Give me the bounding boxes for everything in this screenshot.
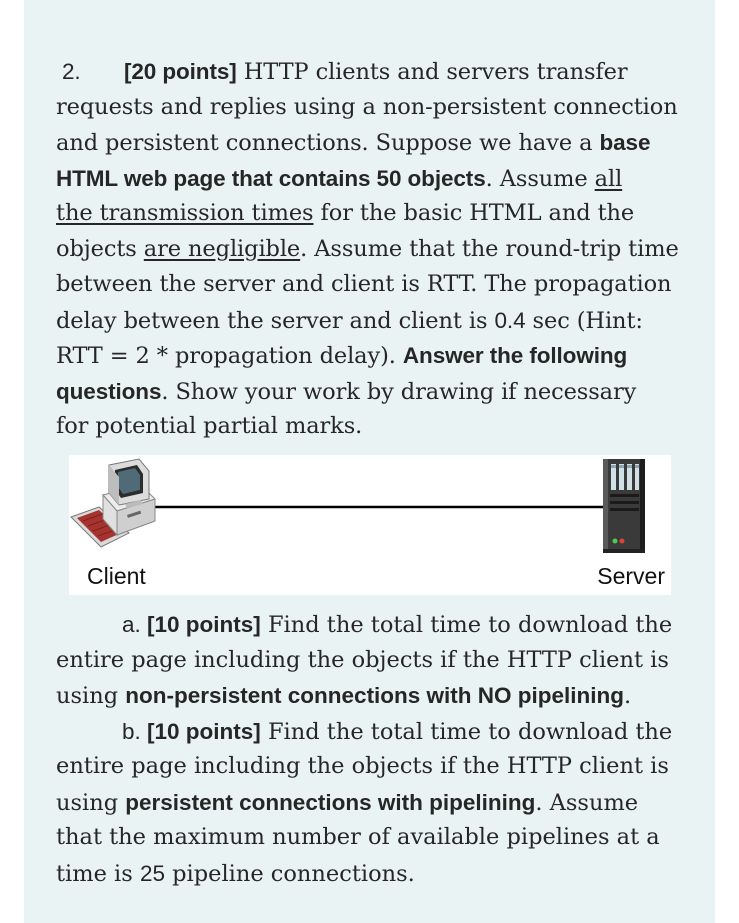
network-diagram-graphic (69, 455, 671, 595)
text-segment: that the maximum number of available pipelines at a (56, 824, 660, 850)
text-segment: RTT = 2 * propagation delay). (56, 343, 403, 369)
text-segment: . Assume (485, 165, 595, 192)
question-line (56, 125, 696, 161)
text-segment: entire page including the objects if the HTTP client is (56, 753, 669, 779)
question-text (56, 54, 696, 445)
question-first-line (56, 54, 696, 90)
sub-question-points: [10 points] (147, 718, 261, 744)
question-line (56, 161, 696, 197)
text-segment: for potential partial marks. (56, 413, 363, 439)
text-segment: sec (Hint: (525, 307, 643, 334)
question-points: [20 points] (124, 59, 237, 84)
desktop-computer-icon (71, 459, 155, 547)
text-segment: non-persistent connections with NO pipelining (125, 683, 625, 708)
question-number: 2. (62, 59, 81, 84)
sub-question-line (56, 643, 696, 679)
question-line (56, 232, 696, 268)
text-segment: . Assume that the round-trip time (300, 235, 679, 262)
question-line (244, 59, 628, 85)
sub-question-line (56, 820, 696, 856)
text-segment: entire page including the objects if the HTTP client is (56, 646, 669, 673)
sub-question-first-line (56, 607, 696, 643)
text-segment: time is (56, 860, 140, 887)
text-segment: persistent connections with pipelining (125, 789, 536, 815)
sub-question-letter: b. (122, 718, 148, 744)
client-label: Client (87, 563, 146, 589)
question-line (56, 267, 696, 303)
text-segment: requests and replies using a non-persistent connection (56, 93, 678, 120)
text-segment: 25 (139, 860, 165, 886)
text-segment: using (56, 683, 126, 709)
text-segment: all (594, 165, 623, 192)
question-line (56, 374, 696, 410)
text-segment: objects (56, 235, 144, 262)
text-segment: 0.4 (494, 307, 526, 333)
sub-question-line (56, 749, 696, 785)
text-segment: for the basic HTML and the (313, 200, 635, 226)
question-line (56, 338, 696, 374)
text-segment: . (624, 683, 632, 709)
text-segment: Find the total time to download the (260, 612, 673, 638)
sub-question-line (56, 678, 696, 714)
text-segment: base (599, 130, 651, 155)
question-line (56, 196, 696, 232)
sub-question-first-line (56, 714, 696, 750)
question-line (56, 90, 696, 126)
text-segment: pipeline connections. (164, 860, 415, 887)
text-segment: and persistent connections. Suppose we have a (56, 130, 600, 156)
text-segment: questions (56, 378, 162, 404)
network-diagram (69, 455, 671, 595)
text-segment: delay between the server and client is (56, 307, 495, 334)
sub-question-line (56, 785, 696, 821)
text-segment: are negligible (143, 235, 301, 262)
text-segment: . Show your work by drawing if necessary (161, 378, 637, 405)
text-segment: Answer the following (402, 343, 628, 368)
text-segment: the transmission times (56, 200, 314, 226)
text-segment: Find the total time to download the (260, 718, 673, 745)
text-segment: . Assume (535, 789, 639, 816)
text-segment: HTTP clients and servers transfer (243, 59, 628, 85)
server-label: Server (597, 563, 665, 589)
text-segment: using (56, 789, 126, 816)
sub-questions (56, 607, 696, 891)
sub-question-letter: a. (122, 612, 148, 637)
question-line (56, 409, 696, 445)
question-line (56, 303, 696, 339)
text-segment: HTML web page that contains 50 objects (56, 165, 486, 191)
text-segment: between the server and client is RTT. The propagation (56, 271, 672, 297)
sub-question-line (56, 856, 696, 892)
sub-question-points: [10 points] (147, 612, 261, 637)
server-tower-icon (603, 459, 645, 553)
